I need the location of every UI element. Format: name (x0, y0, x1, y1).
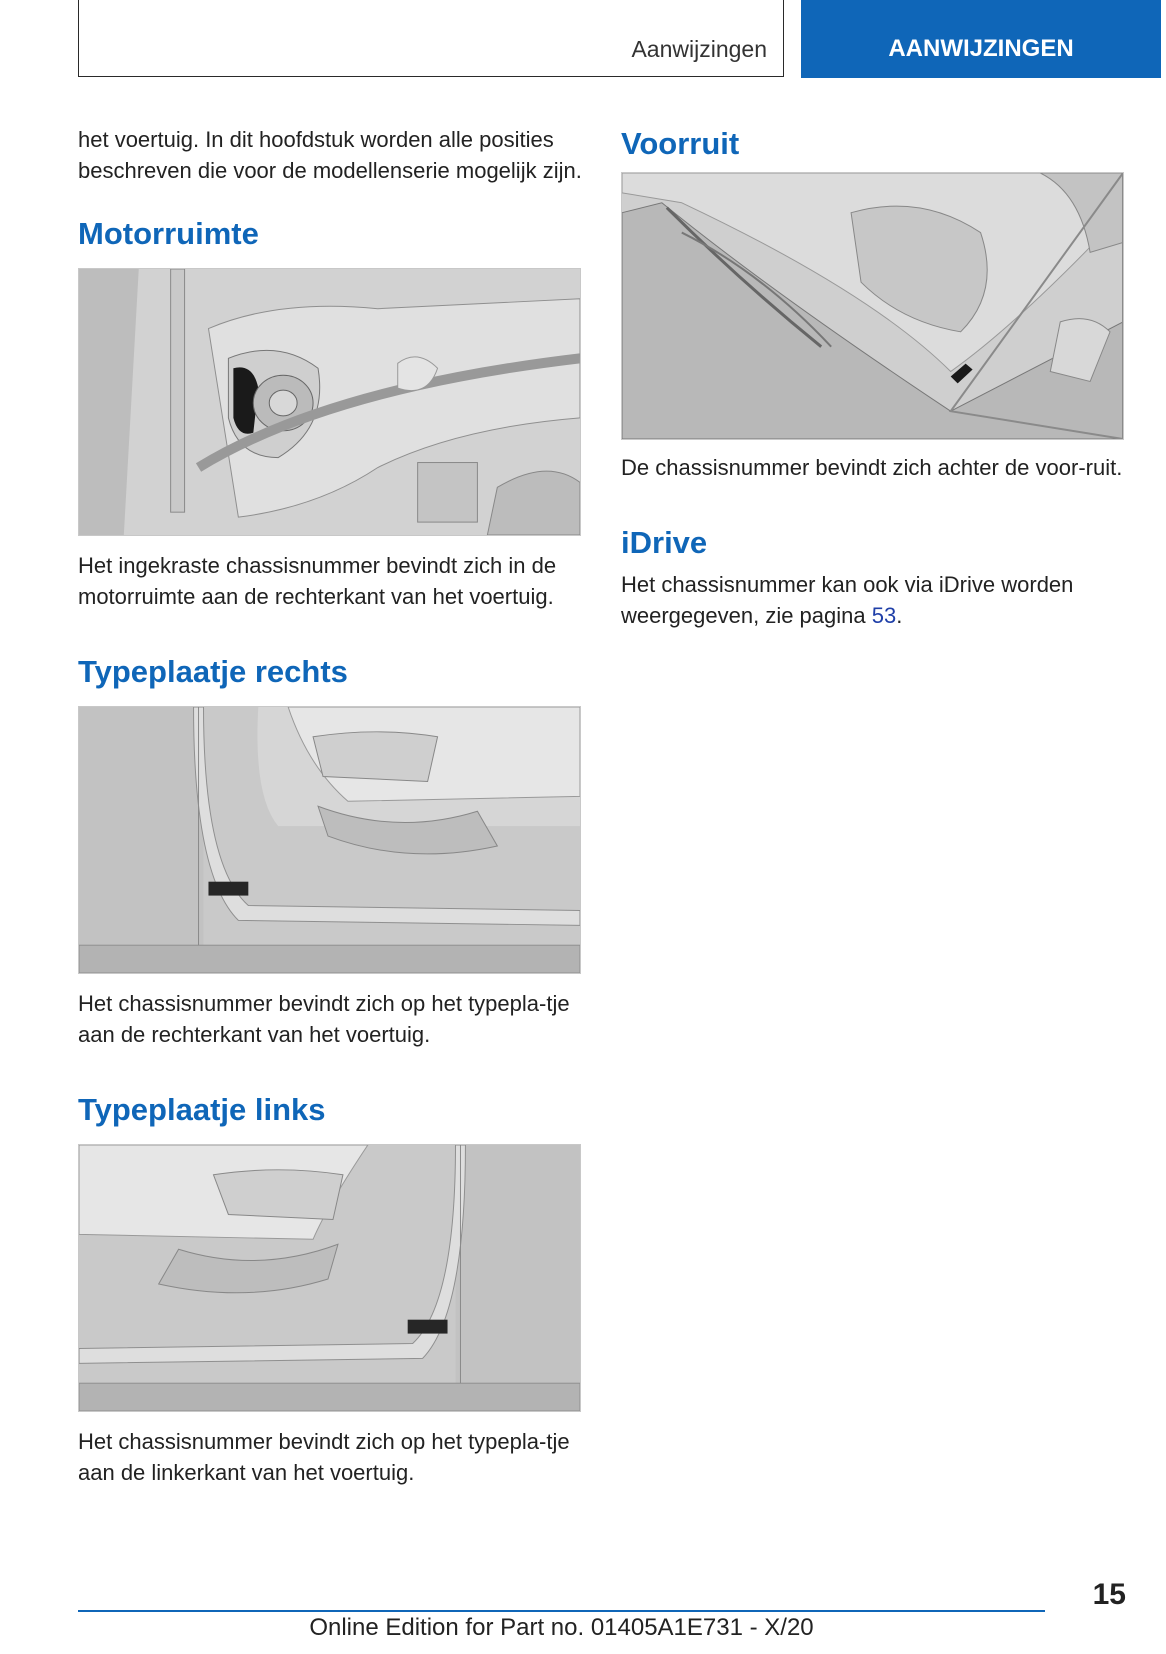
header-box (78, 0, 784, 77)
page-number: 15 (1092, 1578, 1126, 1611)
figure-motorruimte (78, 268, 581, 536)
right-column (621, 124, 1126, 631)
figure-typeplaatje-links (78, 1144, 581, 1412)
footer-rule (78, 1610, 1045, 1612)
section-title-motorruimte: Motorruimte (78, 216, 259, 251)
footer-edition: Online Edition for Part no. 01405A1E731 - X/20 (309, 1614, 814, 1641)
section-title-typeplaatje-rechts: Typeplaatje rechts (78, 654, 348, 689)
figure-voorruit (621, 172, 1124, 440)
intro-text: het voertuig. In dit hoofdstuk worden alle posities beschreven die voor de modellenserie mogelijk zijn. (78, 127, 582, 183)
caption-typeplaatje-links: Het chassisnummer bevindt zich op het typepla-tje aan de linkerkant van het voertuig. (78, 1429, 570, 1485)
door-sill-right-illustration (79, 707, 580, 973)
section-title-voorruit: Voorruit (621, 126, 740, 161)
idrive-text-after: . (896, 603, 903, 628)
idrive-text (621, 569, 1126, 631)
door-sill-left-illustration (79, 1145, 580, 1411)
figure-typeplaatje-rechts (78, 706, 581, 974)
idrive-text-before: Het chassisnummer kan ook via iDrive worden weergegeven, zie pagina (621, 572, 1074, 628)
caption-typeplaatje-rechts: Het chassisnummer bevindt zich op het typepla-tje aan de rechterkant van het voertuig. (78, 991, 570, 1047)
header-section-label: Aanwijzingen (631, 36, 767, 62)
section-title-typeplaatje-links: Typeplaatje links (78, 1092, 326, 1127)
caption-motorruimte: Het ingekraste chassisnummer bevindt zich in de motorruimte aan de rechterkant van het voertuig. (78, 553, 557, 609)
header-chapter-tab: AANWIJZINGEN (801, 0, 1161, 78)
caption-voorruit: De chassisnummer bevindt zich achter de voor-ruit. (621, 455, 1123, 480)
windshield-illustration (622, 173, 1123, 439)
engine-bay-illustration (79, 269, 580, 535)
section-title-idrive: iDrive (621, 525, 708, 560)
left-column (78, 124, 583, 1488)
page-link-53[interactable]: 53 (871, 603, 897, 628)
